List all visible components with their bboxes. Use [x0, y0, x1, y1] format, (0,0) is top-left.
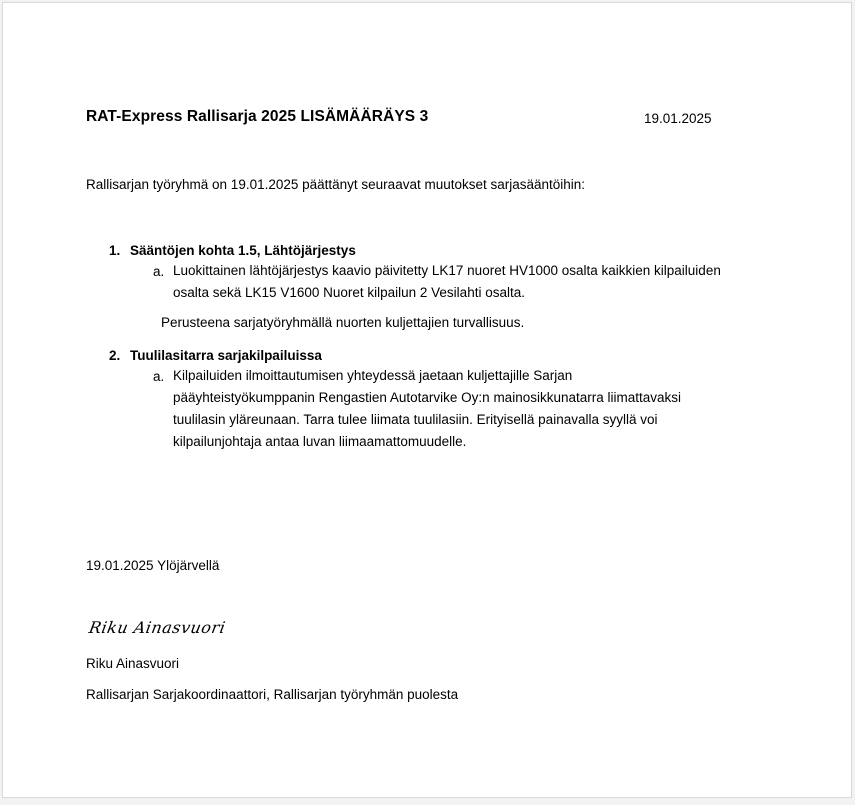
document-title: RAT-Express Rallisarja 2025 LISÄMÄÄRÄYS 3 [86, 108, 429, 125]
list-item-1-sub-text [173, 260, 721, 304]
list-item-2-number: 2. [109, 348, 121, 363]
place-date: 19.01.2025 Ylöjärvellä [86, 558, 220, 573]
sub-text-line: pääyhteistyökumppanin Rengastien Autotarvike Oy:n mainosikkunatarra liimattavaksi [173, 390, 682, 405]
sub-text-line: Kilpailuiden ilmoittautumisen yhteydessä jaetaan kuljettajille Sarjan [173, 368, 573, 383]
list-item-1-sub-marker: a. [153, 264, 165, 279]
intro-paragraph: Rallisarjan työryhmä on 19.01.2025 päättänyt seuraavat muutokset sarjasääntöihin: [86, 177, 586, 192]
signer-name: Riku Ainasvuori [86, 656, 180, 671]
sub-text-line: osalta sekä LK15 V1600 Nuoret kilpailun 2 Vesilahti osalta. [173, 285, 525, 300]
list-item-1-number: 1. [109, 243, 121, 258]
list-item-2-sub-text [173, 365, 681, 453]
list-item-1-heading: Sääntöjen kohta 1.5, Lähtöjärjestys [130, 243, 356, 258]
sub-text-line: tuulilasin yläreunaan. Tarra tulee liimata tuulilasiin. Erityisellä painavalla syyllä voi [173, 412, 658, 427]
sub-text-line: Luokittainen lähtöjärjestys kaavio päivitetty LK17 nuoret HV1000 osalta kaikkien kilpailuiden [173, 263, 721, 278]
signer-title: Rallisarjan Sarjakoordinaattori, Rallisarjan työryhmän puolesta [86, 687, 459, 702]
sub-text-line: kilpailunjohtaja antaa luvan liimaamattomuudelle. [173, 434, 467, 449]
document-date: 19.01.2025 [644, 111, 712, 126]
list-item-2-heading: Tuulilasitarra sarjakilpailuissa [130, 348, 322, 363]
list-item-2-sub-marker: a. [153, 369, 165, 384]
document-page [2, 2, 852, 798]
handwritten-signature: Riku Ainasvuori [87, 618, 228, 637]
list-item-1-reason-note: Perusteena sarjatyöryhmällä nuorten kuljettajien turvallisuus. [161, 315, 525, 330]
